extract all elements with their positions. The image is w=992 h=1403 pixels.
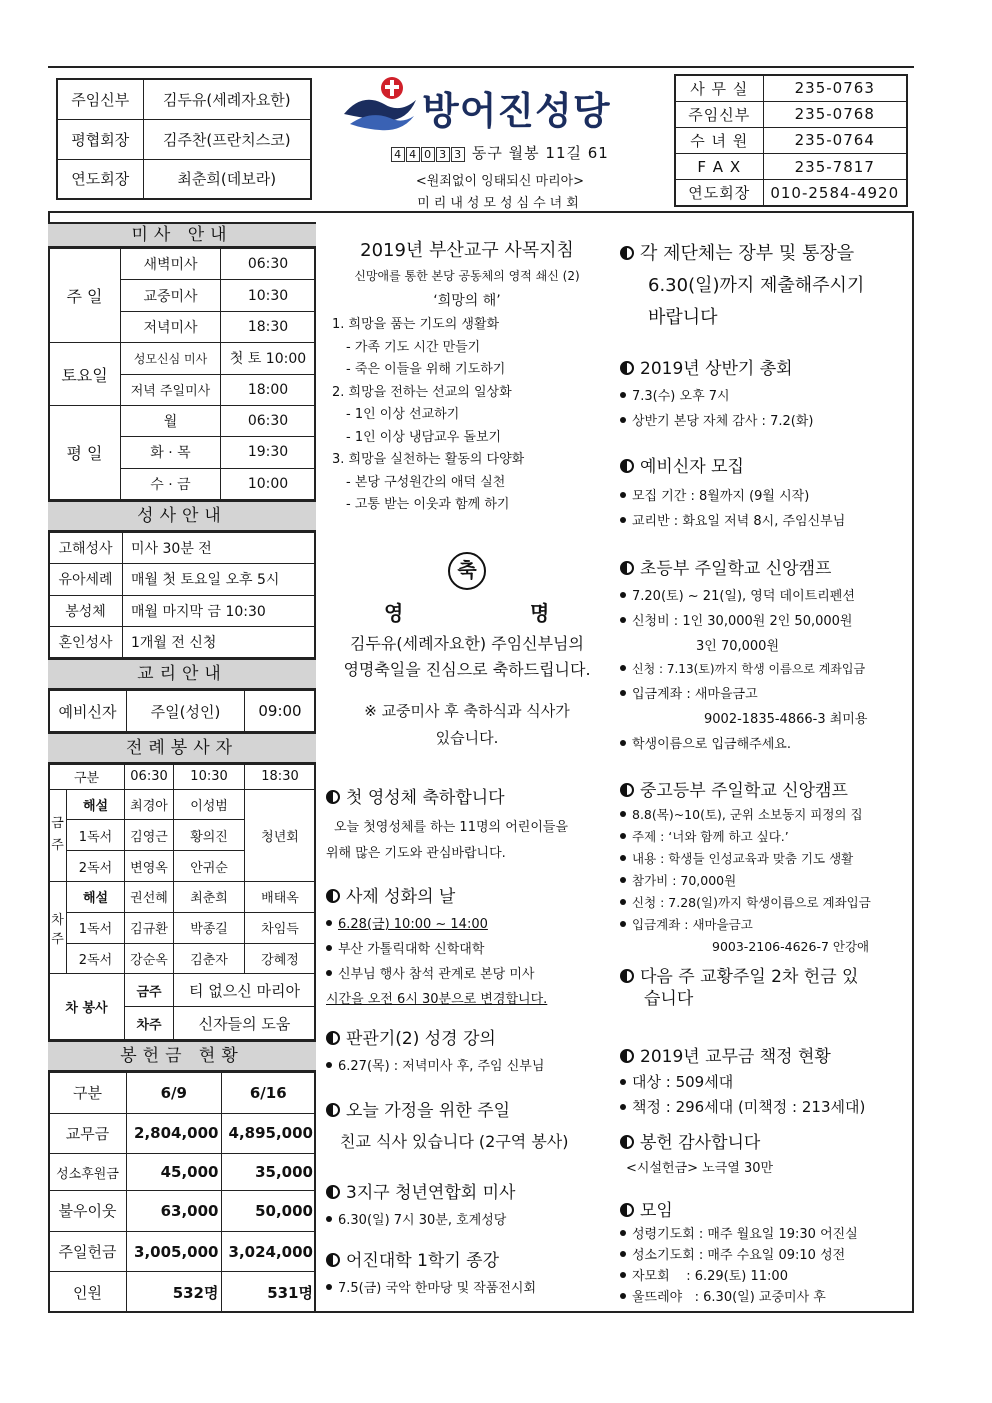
notice-thanks xyxy=(620,1128,910,1176)
bullet-icon xyxy=(620,1079,626,1085)
notice-text: 오늘 첫영성체를 하는 11명의 어린이들을 xyxy=(334,820,568,835)
notice-text: 주제 : ‘너와 함께 하고 싶다.’ xyxy=(632,829,789,844)
zip-digit: 0 xyxy=(421,147,435,162)
bullet-icon xyxy=(620,899,626,905)
half-moon-icon xyxy=(620,1203,634,1217)
sacrament-title: 성사안내 xyxy=(48,500,316,532)
notice-text: 9003-2106-4626-7 안강애 xyxy=(712,939,870,954)
notice-ledger xyxy=(620,238,910,334)
mass-name: 화 · 목 xyxy=(121,437,221,468)
zip-digit: 3 xyxy=(436,147,450,162)
offering-label: 불우이웃 xyxy=(49,1191,127,1232)
notice-text: 7.5(금) 국악 한마당 및 작품전시회 xyxy=(338,1281,537,1296)
bullet-icon xyxy=(620,592,626,598)
half-moon-icon xyxy=(620,969,634,983)
notice-text: 학생이름으로 입금해주세요. xyxy=(632,737,791,752)
notice-text: 모집 기간 : 8월까지 (9월 시작) xyxy=(632,489,810,504)
contact-label: 수 녀 원 xyxy=(675,127,763,153)
bullet-icon xyxy=(620,517,626,523)
sacrament-value: 미사 30분 전 xyxy=(123,533,316,564)
notice-title: 3지구 청년연합회 미사 xyxy=(346,1183,516,1203)
notice-text: 습니다 xyxy=(644,989,694,1009)
notice-text: 6.30(일) 7시 30분, 호계성당 xyxy=(338,1213,507,1228)
notice-text: 내용 : 학생들 인성교육과 맞춤 기도 생활 xyxy=(632,851,854,866)
half-moon-icon xyxy=(620,361,634,375)
bullet-icon xyxy=(620,740,626,746)
offering-amount: 2,804,000 xyxy=(127,1113,222,1154)
pastoral-item: - 본당 구성원간의 애덕 실천 xyxy=(346,474,506,490)
role-label: 해설 xyxy=(67,881,125,912)
notice-highschool-camp xyxy=(620,776,912,955)
half-moon-icon xyxy=(326,790,340,804)
server-name: 배태옥 xyxy=(245,881,316,912)
notice-text: 7.3(수) 오후 7시 xyxy=(632,389,730,404)
notice-text: 위해 많은 기도와 관심바랍니다. xyxy=(326,846,506,861)
server-name: 권선혜 xyxy=(125,881,174,912)
offering-week: 차주 xyxy=(125,1007,174,1040)
liturgy-table xyxy=(48,764,316,1040)
notice-text: 상반기 본당 자체 감사 : 7.2(화) xyxy=(632,414,814,429)
half-moon-icon xyxy=(326,1253,340,1267)
mass-name: 새벽미사 xyxy=(121,249,221,280)
notice-text: 성소기도회 : 매주 수요일 09:10 성전 xyxy=(632,1248,846,1263)
server-name: 강순옥 xyxy=(125,943,174,974)
bullet-icon xyxy=(620,811,626,817)
mass-name: 성모신심 미사 xyxy=(121,343,221,374)
pastoral-item: 1. 희망을 품는 기도의 생활화 xyxy=(332,317,500,332)
next-week-label: 차주 xyxy=(49,881,67,973)
notice-text: 신부님 행사 참석 관계로 본당 미사 xyxy=(338,967,535,982)
offering-status-title: 봉헌금 현황 xyxy=(48,1040,316,1072)
notice-title: 2019년 교무금 책정 현황 xyxy=(640,1047,831,1067)
sacrament-label: 유아세례 xyxy=(49,564,123,595)
notice-title: 2019년 상반기 총회 xyxy=(640,359,793,379)
contact-number: 235-0768 xyxy=(763,101,907,127)
offering-week: 금주 xyxy=(125,974,174,1007)
celebration-note: ※ 교중미사 후 축하식과 식사가 xyxy=(364,702,570,720)
server-name: 최춘희 xyxy=(174,881,245,912)
bullet-icon xyxy=(620,417,626,423)
bullet-icon xyxy=(620,855,626,861)
offering-amount: 35,000 xyxy=(221,1154,316,1191)
role-label: 2독서 xyxy=(67,851,125,882)
offering-amount: 3,024,000 xyxy=(221,1231,316,1272)
mass-time: 10:30 xyxy=(221,280,316,311)
notice-bible-lecture xyxy=(326,1024,614,1074)
mass-name: 저녁 주일미사 xyxy=(121,374,221,405)
contact-number: 235-7817 xyxy=(763,154,907,180)
notice-text: 친교 식사 있습니다 (2구역 봉사) xyxy=(340,1132,569,1151)
offering-label: 주일헌금 xyxy=(49,1231,127,1272)
liturgy-header: 10:30 xyxy=(174,765,245,790)
clergy-table xyxy=(56,78,312,200)
bullet-icon xyxy=(620,1230,626,1236)
notice-catechumen xyxy=(620,452,910,529)
address xyxy=(350,142,650,163)
half-moon-icon xyxy=(620,459,634,473)
pastoral-item: 2. 희망을 전하는 선교의 일상화 xyxy=(332,384,512,400)
contact-number: 235-0764 xyxy=(763,127,907,153)
notice-title: 사제 성화의 날 xyxy=(346,887,456,907)
bullet-icon xyxy=(326,1216,332,1222)
server-group: 청년회 xyxy=(245,789,316,881)
notice-text: 입금계좌 : 새마을금고 xyxy=(632,917,753,932)
parish-logo xyxy=(340,74,656,140)
celebration-title-a: 영 xyxy=(384,601,404,625)
notice-title: 오늘 가정을 위한 주일 xyxy=(346,1101,511,1121)
offering-label: 인원 xyxy=(49,1272,127,1313)
mass-time: 06:30 xyxy=(221,249,316,280)
notice-text: 6.28(금) 10:00 ~ 14:00 xyxy=(338,917,488,932)
sacrament-table xyxy=(48,532,316,658)
mass-time: 18:30 xyxy=(221,311,316,342)
offering-label: 교무금 xyxy=(49,1113,127,1154)
offering-amount: 4,895,000 xyxy=(221,1113,316,1154)
bullet-icon xyxy=(620,921,626,927)
offering-amount: 532명 xyxy=(127,1272,222,1313)
sacrament-label: 봉성체 xyxy=(49,595,123,626)
offering-amount: 63,000 xyxy=(127,1191,222,1232)
bullet-icon xyxy=(326,945,332,951)
half-moon-icon xyxy=(326,1185,340,1199)
role-label: 1독서 xyxy=(67,820,125,851)
mass-time: 19:30 xyxy=(221,437,316,468)
mass-time: 첫 토 10:00 xyxy=(221,343,316,374)
contact-label: F A X xyxy=(675,154,763,180)
notice-family-sunday xyxy=(326,1096,614,1152)
bullet-icon xyxy=(326,1284,332,1290)
notice-college-closing xyxy=(326,1246,614,1296)
celebration-line: 영명축일을 진심으로 축하드립니다. xyxy=(343,660,591,679)
offering-amount: 531명 xyxy=(221,1272,316,1313)
notice-title: 봉헌 감사합니다 xyxy=(640,1133,761,1153)
pastoral-item: - 고통 받는 이웃과 함께 하기 xyxy=(346,497,510,512)
notice-dues-status xyxy=(620,1042,910,1117)
notice-text: 자모회 : 6.29(토) 11:00 xyxy=(632,1269,788,1284)
notice-text: 바랍니다 xyxy=(648,307,718,328)
doctrine-label: 예비신자 xyxy=(49,691,127,732)
bullet-icon xyxy=(620,1104,626,1110)
mass-time: 18:00 xyxy=(221,374,316,405)
contact-label: 사 무 실 xyxy=(675,75,763,101)
server-name: 김규환 xyxy=(125,912,174,943)
notice-title: 어진대학 1학기 종강 xyxy=(346,1251,499,1271)
notice-text: 시간을 오전 6시 30분으로 변경합니다. xyxy=(326,992,548,1007)
bullet-icon xyxy=(620,877,626,883)
offering-group: 티 없으신 마리아 xyxy=(174,974,316,1007)
doctrine-title: 교리안내 xyxy=(48,658,316,690)
offering-header: 6/16 xyxy=(221,1073,316,1114)
notice-text: 신청 : 7.13(토)까지 학생 이름으로 계좌입금 xyxy=(632,662,866,676)
clergy-value: 김주찬(프란치스코) xyxy=(143,119,311,159)
contacts-table xyxy=(674,74,908,207)
notice-youth-mass xyxy=(326,1178,614,1228)
notice-text: 대상 : 509세대 xyxy=(632,1073,734,1091)
mass-time: 06:30 xyxy=(221,405,316,436)
server-name: 이성범 xyxy=(174,789,245,820)
half-moon-icon xyxy=(620,783,634,797)
wave-logo-icon xyxy=(340,74,420,134)
offering-amount: 3,005,000 xyxy=(127,1231,222,1272)
contact-label: 연도회장 xyxy=(675,180,763,206)
server-name: 안귀순 xyxy=(174,851,245,882)
notice-text: 성령기도회 : 매주 월요일 19:30 어진실 xyxy=(632,1227,858,1242)
contact-number: 010-2584-4920 xyxy=(763,180,907,206)
notice-elementary-camp xyxy=(620,554,910,752)
half-moon-icon xyxy=(620,1049,634,1063)
notice-title: 예비신자 모집 xyxy=(640,457,744,477)
clergy-value: 최춘희(데보라) xyxy=(143,159,311,199)
notice-text: 9002-1835-4866-3 최미용 xyxy=(704,712,868,727)
notice-text: 3인 70,000원 xyxy=(696,639,780,654)
sunday-label: 주 일 xyxy=(49,249,121,343)
notice-text: 각 제단체는 장부 및 통장을 xyxy=(640,243,855,264)
mass-name: 수 · 금 xyxy=(121,468,221,499)
clergy-value: 김두유(세례자요한) xyxy=(143,79,311,119)
mass-title: 미사 안내 xyxy=(48,222,316,248)
notice-meetings xyxy=(620,1196,910,1305)
mass-table xyxy=(48,248,316,500)
mass-name: 월 xyxy=(121,405,221,436)
pastoral-item: - 1인 이상 냉담교우 돌보기 xyxy=(346,429,502,445)
server-name: 김춘자 xyxy=(174,943,245,974)
zip-code xyxy=(391,144,472,162)
role-label: 1독서 xyxy=(67,912,125,943)
bullet-icon xyxy=(620,690,626,696)
server-name: 최경아 xyxy=(125,789,174,820)
half-moon-icon xyxy=(620,1135,634,1149)
sacrament-value: 매월 마지막 금 10:30 xyxy=(123,595,316,626)
liturgy-header: 06:30 xyxy=(125,765,174,790)
zip-digit: 4 xyxy=(391,147,405,162)
half-moon-icon xyxy=(326,1031,340,1045)
notice-second-collection xyxy=(620,966,910,1010)
weekday-label: 평 일 xyxy=(49,405,121,499)
doctrine-table xyxy=(48,690,316,732)
notice-text: 6.30(일)까지 제출해주시기 xyxy=(648,275,865,296)
notice-text: 신청 : 7.28(일)까지 학생이름으로 계좌입금 xyxy=(632,895,871,910)
pastoral-item: 3. 희망을 실천하는 활동의 다양화 xyxy=(332,452,525,467)
pastoral-item: - 가족 기도 시간 만들기 xyxy=(346,339,481,355)
bullet-icon xyxy=(326,920,332,926)
pastoral-title: 2019년 부산교구 사목지침 xyxy=(360,240,574,261)
notice-title: 모임 xyxy=(640,1201,673,1221)
sacrament-value: 매월 첫 토요일 오후 5시 xyxy=(123,564,316,595)
this-week-label: 금주 xyxy=(49,789,67,881)
pastoral-item: - 1인 이상 선교하기 xyxy=(346,407,460,422)
pastoral-item: - 죽은 이들을 위해 기도하기 xyxy=(346,362,506,377)
celebration-note: 있습니다. xyxy=(435,729,499,747)
bullet-icon xyxy=(620,1251,626,1257)
offering-service-label: 차 봉사 xyxy=(49,974,125,1040)
sacrament-label: 혼인성사 xyxy=(49,626,123,657)
bullet-icon xyxy=(326,970,332,976)
server-name: 박종길 xyxy=(174,912,245,943)
saturday-label: 토요일 xyxy=(49,343,121,406)
notice-text: 입금계좌 : 새마을금고 xyxy=(632,687,758,702)
notice-first-communion xyxy=(326,783,614,861)
liturgy-header: 18:30 xyxy=(245,765,316,790)
contact-number: 235-0763 xyxy=(763,75,907,101)
celebration-title-b: 명 xyxy=(530,601,550,625)
sacrament-label: 고해성사 xyxy=(49,533,123,564)
bullet-icon xyxy=(620,492,626,498)
notice-text: <시설헌금> 노극열 30만 xyxy=(626,1161,774,1176)
doctrine-day: 주일(성인) xyxy=(127,691,245,732)
bullet-icon xyxy=(620,1293,626,1299)
offering-header: 6/9 xyxy=(127,1073,222,1114)
celebration-line: 김두유(세례자요한) 주임신부님의 xyxy=(350,634,584,653)
offering-amount: 50,000 xyxy=(221,1191,316,1232)
offering-amount: 45,000 xyxy=(127,1154,222,1191)
notice-title: 중고등부 주일학교 신앙캠프 xyxy=(640,781,848,801)
nuns-order: 미리내성모성심수녀회 xyxy=(417,196,583,211)
notice-title: 판관기(2) 성경 강의 xyxy=(346,1029,496,1049)
parish-name: 방어진성당 xyxy=(422,89,611,133)
bullet-icon xyxy=(620,665,626,671)
half-moon-icon xyxy=(620,561,634,575)
clergy-label: 연도회장 xyxy=(57,159,143,199)
notice-text: 다음 주 교황주일 2차 헌금 있 xyxy=(640,967,859,987)
offering-label: 성소후원금 xyxy=(49,1154,127,1191)
doctrine-time: 09:00 xyxy=(245,691,316,732)
role-label: 해설 xyxy=(67,789,125,820)
notice-priest-day xyxy=(326,882,614,1007)
bullet-icon xyxy=(620,833,626,839)
server-name: 차임득 xyxy=(245,912,316,943)
contact-label: 주임신부 xyxy=(675,101,763,127)
notice-general-meeting xyxy=(620,354,910,429)
server-name: 김영근 xyxy=(125,820,174,851)
offering-group: 신자들의 도움 xyxy=(174,1007,316,1040)
notice-text: 울뜨레야 : 6.30(일) 교중미사 후 xyxy=(632,1290,826,1305)
bullet-icon xyxy=(620,392,626,398)
offering-header: 구분 xyxy=(49,1073,127,1114)
zip-digit: 3 xyxy=(451,147,465,162)
pastoral-theme: ‘희망의 해’ xyxy=(433,293,501,309)
zip-digit: 4 xyxy=(406,147,420,162)
parish-motto: <원죄없이 잉태되신 마리아> xyxy=(415,174,585,189)
mass-time: 10:00 xyxy=(221,468,316,499)
notice-text: 참가비 : 70,000원 xyxy=(632,873,737,888)
street-address: 동구 월봉 11길 61 xyxy=(471,144,609,162)
half-moon-icon xyxy=(326,889,340,903)
notice-text: 부산 가톨릭대학 신학대학 xyxy=(338,942,485,957)
server-name: 강혜정 xyxy=(245,943,316,974)
server-name: 변영옥 xyxy=(125,851,174,882)
pastoral-list xyxy=(332,314,612,517)
bullet-icon xyxy=(620,1272,626,1278)
notice-title: 초등부 주일학교 신앙캠프 xyxy=(640,559,832,579)
pastoral-subtitle: 신망애를 통한 본당 공동체의 영적 쇄신 (2) xyxy=(354,269,580,283)
sacrament-value: 1개월 전 신청 xyxy=(123,626,316,657)
notice-text: 8.8(목)~10(토), 군위 소보동지 피정의 집 xyxy=(632,807,863,822)
liturgy-title: 전례봉사자 xyxy=(48,732,316,764)
notice-text: 책정 : 296세대 (미책정 : 213세대) xyxy=(632,1098,866,1116)
mass-name: 교중미사 xyxy=(121,280,221,311)
notice-title: 첫 영성체 축하합니다 xyxy=(346,788,505,808)
clergy-label: 주임신부 xyxy=(57,79,143,119)
notice-text: 신청비 : 1인 30,000원 2인 50,000원 xyxy=(632,614,853,629)
notice-text: 교리반 : 화요일 저녁 8시, 주임신부님 xyxy=(632,514,846,529)
half-moon-icon xyxy=(620,246,634,260)
clergy-label: 평협회장 xyxy=(57,119,143,159)
half-moon-icon xyxy=(326,1103,340,1117)
liturgy-header: 구분 xyxy=(49,765,125,790)
server-name: 황의진 xyxy=(174,820,245,851)
notice-text: 7.20(토) ~ 21(일), 영덕 데이트리펜션 xyxy=(632,589,855,604)
bullet-icon xyxy=(326,1062,332,1068)
bullet-icon xyxy=(620,617,626,623)
offering-status-table xyxy=(48,1072,316,1313)
role-label: 2독서 xyxy=(67,943,125,974)
notice-text: 6.27(목) : 저녁미사 후, 주임 신부님 xyxy=(338,1059,545,1074)
celebration-badge-icon: 축 xyxy=(448,552,486,590)
mass-name: 저녁미사 xyxy=(121,311,221,342)
